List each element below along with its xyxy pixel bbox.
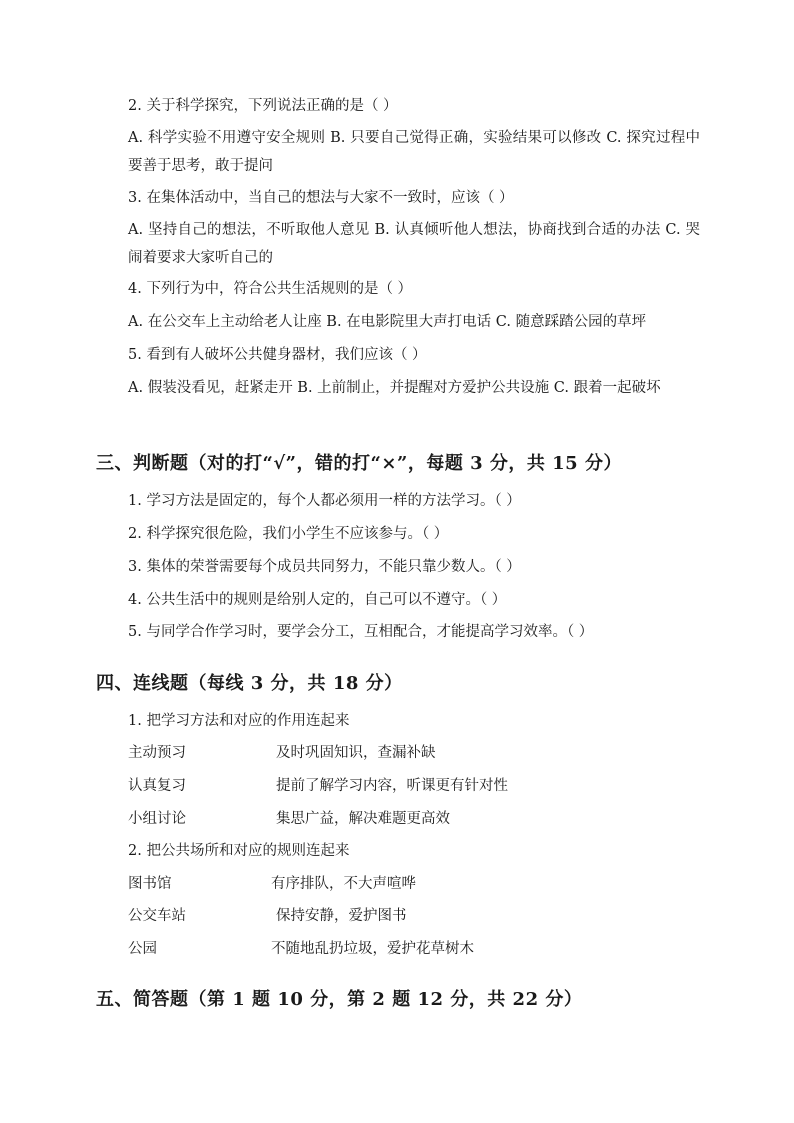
matching-q2-right-item: 有序排队，不大声喧哗	[271, 876, 416, 892]
matching-heading: 四、连线题（每线 3 分，共 18 分）	[96, 673, 403, 694]
choice-q4-stem: 4. 下列行为中，符合公共生活规则的是（ ）	[128, 281, 413, 297]
choice-q2-options	[128, 124, 700, 180]
matching-q1-left-item: 小组讨论	[128, 811, 186, 827]
judge-item: 5. 与同学合作学习时，要学会分工，互相配合，才能提高学习效率。（ ）	[128, 624, 594, 640]
choice-q3-options	[128, 216, 700, 272]
matching-q1-right-item: 提前了解学习内容，听课更有针对性	[276, 778, 508, 794]
judge-item: 4. 公共生活中的规则是给别人定的，自己可以不遵守。（ ）	[128, 592, 507, 608]
matching-q1-right-item: 集思广益，解决难题更高效	[276, 811, 450, 827]
choice-q5-options	[128, 374, 700, 402]
matching-q2-right-item: 保持安静，爱护图书	[276, 908, 407, 924]
matching-q1-stem: 1. 把学习方法和对应的作用连起来	[128, 713, 350, 729]
matching-q1-left-item: 主动预习	[128, 745, 186, 761]
choice-q4-options: A. 在公交车上主动给老人让座 B. 在电影院里大声打电话 C. 随意踩踏公园的草坪	[128, 314, 647, 330]
matching-q2-left-item: 公交车站	[128, 908, 186, 924]
matching-q2-right-item: 不随地乱扔垃圾，爱护花草树木	[271, 941, 474, 957]
choice-q2-stem: 2. 关于科学探究，下列说法正确的是（ ）	[128, 98, 398, 114]
choice-q5-stem: 5. 看到有人破坏公共健身器材，我们应该（ ）	[128, 347, 427, 363]
choice-q3-options-text: A. 坚持自己的想法，不听取他人意见 B. 认真倾听他人想法，协商找到合适的办法 C. 哭闹着要求大家听自己的	[128, 222, 700, 266]
matching-q2-left-item: 图书馆	[128, 876, 172, 892]
matching-q2-left-item: 公园	[128, 941, 157, 957]
judge-item: 1. 学习方法是固定的，每个人都必须用一样的方法学习。（ ）	[128, 493, 521, 509]
judge-heading: 三、判断题（对的打“√”，错的打“×”，每题 3 分，共 15 分）	[96, 453, 622, 474]
matching-q1-right-item: 及时巩固知识，查漏补缺	[276, 745, 436, 761]
choice-q3-stem: 3. 在集体活动中，当自己的想法与大家不一致时，应该（ ）	[128, 190, 514, 206]
choice-q5-options-text: A. 假装没看见，赶紧走开 B. 上前制止，并提醒对方爱护公共设施 C. 跟着一起破坏	[128, 380, 661, 396]
matching-q2-stem: 2. 把公共场所和对应的规则连起来	[128, 843, 350, 859]
matching-q1-left-item: 认真复习	[128, 778, 186, 794]
short-answer-heading: 五、简答题（第 1 题 10 分，第 2 题 12 分，共 22 分）	[96, 989, 583, 1010]
judge-item: 3. 集体的荣誉需要每个成员共同努力，不能只靠少数人。（ ）	[128, 559, 521, 575]
judge-item: 2. 科学探究很危险，我们小学生不应该参与。（ ）	[128, 526, 449, 542]
choice-q2-options-text: A. 科学实验不用遵守安全规则 B. 只要自己觉得正确，实验结果可以修改 C. 探究过程中要善于思考，敢于提问	[128, 130, 700, 174]
